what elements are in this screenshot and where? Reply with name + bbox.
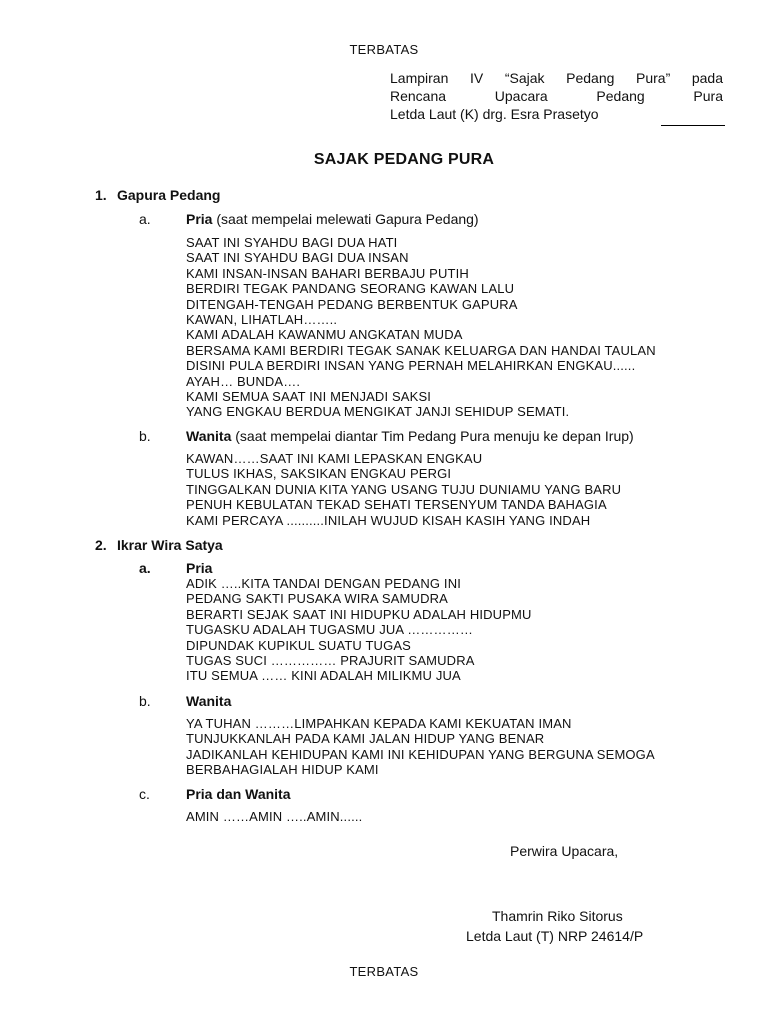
verse-line: BERDIRI TEGAK PANDANG SEORANG KAWAN LALU [186,281,515,297]
subsection-wanita-ikrar [139,693,231,709]
subsection-pria-ikrar [139,560,212,576]
verse-line: PENUH KEBULATAN TEKAD SEHATI TERSENYUM TANDA BAHAGIA [186,497,607,513]
verse-pria-dan-wanita [186,809,362,824]
verse-wanita-gapura [186,451,621,528]
verse-line: ITU SEMUA …… KINI ADALAH MILIKMU JUA [186,668,461,684]
verse-line: YANG ENGKAU BERDUA MENGIKAT JANJI SEHIDUP SEMATI. [186,404,570,420]
verse-line: YA TUHAN ………LIMPAHKAN KEPADA KAMI KEKUATAN IMAN [186,716,572,731]
verse-line: TINGGALKAN DUNIA KITA YANG USANG TUJU DUNIAMU YANG BARU [186,481,622,497]
verse-line: SAAT INI SYAHDU BAGI DUA INSAN [186,250,409,266]
subsection-letter: a. [139,211,151,227]
subsection-letter: b. [139,693,151,709]
subsection-pria-gapura [139,211,479,227]
section-heading-gapura-pedang [95,187,220,203]
subsection-label: Pria dan Wanita [186,786,291,802]
section-title: Gapura Pedang [117,187,221,203]
verse-line: JADIKANLAH KEHIDUPAN KAMI INI KEHIDUPAN YANG BERGUNA SEMOGA [186,746,655,762]
verse-line: KAWAN, LIHATLAH…….. [186,312,338,328]
section-title: Ikrar Wira Satya [117,537,223,553]
section-heading-ikrar-wira-satya [95,537,223,553]
subsection-label: Pria [186,211,213,227]
attachment-reference [390,69,723,123]
verse-line: KAMI SEMUA SAAT INI MENJADI SAKSI [186,389,432,405]
subsection-pria-dan-wanita [139,786,291,802]
verse-pria-ikrar [186,576,532,684]
attachment-line: Rencana Upacara Pedang Pura [390,88,723,104]
verse-line: BERBAHAGIALAH HIDUP KAMI [186,762,379,778]
verse-line: DIPUNDAK KUPIKUL SUATU TUGAS [186,637,412,653]
verse-pria-gapura [186,235,656,420]
subsection-note: (saat mempelai melewati Gapura Pedang) [212,211,479,227]
verse-line: AMIN ……AMIN …..AMIN...... [186,809,363,824]
verse-wanita-ikrar [186,716,655,778]
verse-line: DITENGAH-TENGAH PEDANG BERBENTUK GAPURA [186,296,518,312]
verse-line: DISINI PULA BERDIRI INSAN YANG PERNAH MELAHIRKAN ENGKAU...... [186,358,636,374]
subsection-note: (saat mempelai diantar Tim Pedang Pura menuju ke depan Irup) [231,428,634,444]
verse-line: KAWAN……SAAT INI KAMI LEPASKAN ENGKAU [186,451,483,466]
verse-line: TUGASKU ADALAH TUGASMU JUA …………… [186,622,473,638]
classification-header: TERBATAS [349,42,419,57]
attachment-underline [661,125,725,126]
signature-name: Thamrin Riko Sitorus [492,908,623,924]
subsection-wanita-gapura [139,428,634,444]
classification-footer: TERBATAS [349,964,419,979]
verse-line: TUNJUKKANLAH PADA KAMI JALAN HIDUP YANG BENAR [186,731,545,747]
verse-line: PEDANG SAKTI PUSAKA WIRA SAMUDRA [186,591,448,607]
section-number: 2. [95,537,107,553]
subsection-label: Wanita [186,693,232,709]
verse-line: AYAH… BUNDA…. [186,373,301,389]
signature-role: Perwira Upacara, [510,843,619,859]
subsection-letter: a. [139,560,151,576]
verse-line: BERSAMA KAMI BERDIRI TEGAK SANAK KELUARGA DAN HANDAI TAULAN [186,342,656,358]
verse-line: KAMI PERCAYA ..........INILAH WUJUD KISAH KASIH YANG INDAH [186,512,591,528]
verse-line: BERARTI SEJAK SAAT INI HIDUPKU ADALAH HIDUPMU [186,606,532,622]
verse-line: KAMI INSAN-INSAN BAHARI BERBAJU PUTIH [186,265,469,281]
signature-rank: Letda Laut (T) NRP 24614/P [466,928,644,944]
subsection-letter: c. [139,786,150,802]
verse-line: KAMI ADALAH KAWANMU ANGKATAN MUDA [186,327,463,343]
attachment-line: Letda Laut (K) drg. Esra Prasetyo [390,106,599,122]
verse-line: ADIK …..KITA TANDAI DENGAN PEDANG INI [186,576,461,591]
subsection-label: Wanita [186,428,232,444]
verse-line: SAAT INI SYAHDU BAGI DUA HATI [186,235,398,250]
subsection-letter: b. [139,428,151,444]
attachment-line: Lampiran IV “Sajak Pedang Pura” pada [390,70,723,86]
verse-line: TUGAS SUCI …………… PRAJURIT SAMUDRA [186,653,475,669]
section-number: 1. [95,187,107,203]
document-title: SAJAK PEDANG PURA [313,151,495,168]
verse-line: TULUS IKHAS, SAKSIKAN ENGKAU PERGI [186,466,452,482]
subsection-label: Pria [186,560,213,576]
